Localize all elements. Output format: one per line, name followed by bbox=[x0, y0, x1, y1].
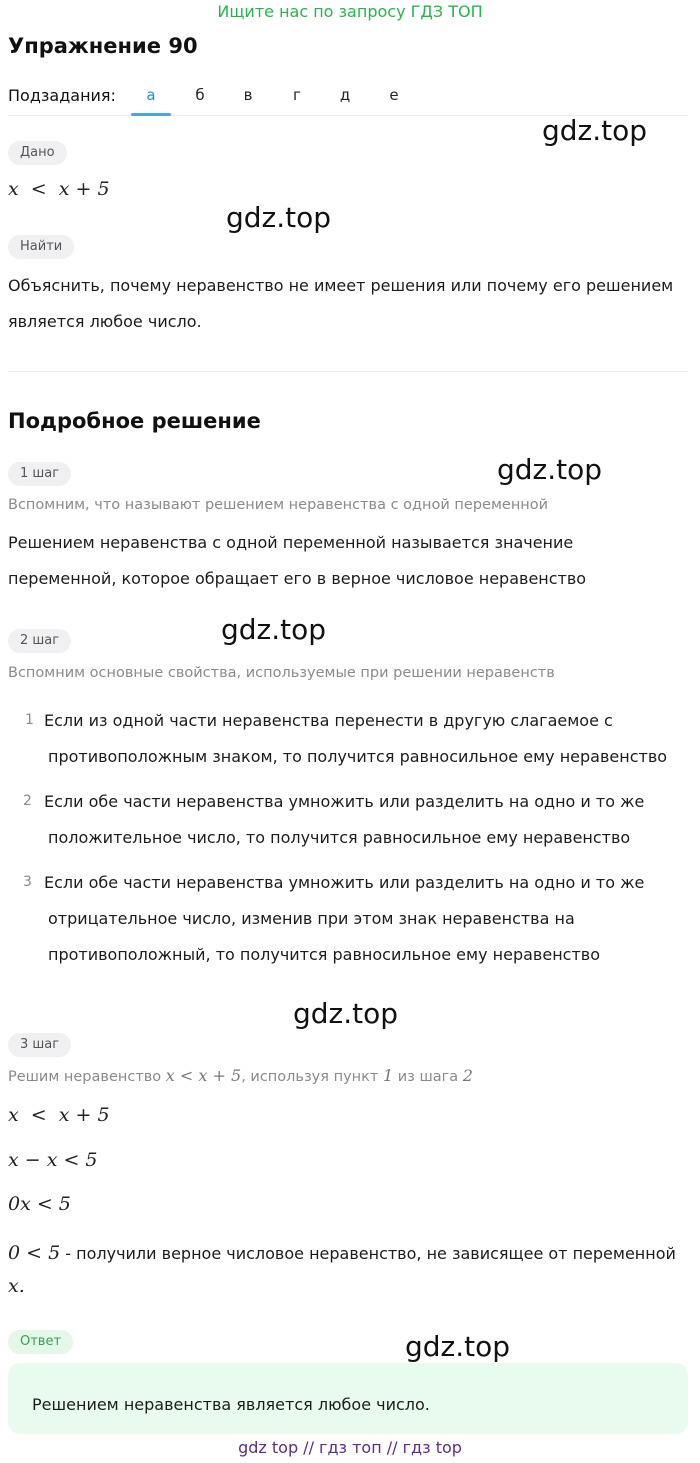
watermark: gdz.top bbox=[221, 613, 327, 646]
list-number: 3 bbox=[23, 874, 32, 890]
watermark: gdz.top bbox=[293, 997, 399, 1030]
active-tab-indicator bbox=[131, 113, 171, 116]
step2-badge: 2 шаг bbox=[8, 629, 71, 653]
find-text-line1: Объяснить, почему неравенство не имеет решения или почему его решением bbox=[8, 276, 674, 295]
tab-v[interactable]: в bbox=[243, 86, 253, 104]
step3-hint-step: 2 bbox=[462, 1066, 473, 1085]
step1-text-line2: переменной, которое обращает его в верное числовое неравенство bbox=[8, 569, 587, 588]
property-1-line1: Если из одной части неравенства перенести в другую слагаемое с bbox=[44, 711, 613, 730]
find-badge: Найти bbox=[8, 235, 74, 259]
exercise-title: Упражнение 90 bbox=[8, 34, 198, 58]
equation-3: 0x < 5 bbox=[8, 1193, 71, 1215]
answer-badge: Ответ bbox=[8, 1330, 73, 1354]
tab-a[interactable]: а bbox=[146, 86, 156, 104]
step3-hint-b: , используя пункт bbox=[241, 1069, 379, 1085]
find-text-line2: является любое число. bbox=[8, 312, 202, 331]
equation-4: 0 < 5 bbox=[8, 1242, 61, 1264]
watermark: gdz.top bbox=[542, 114, 648, 147]
given-expression: x < x + 5 bbox=[8, 178, 110, 200]
property-1-line2: противоположным знаком, то получится равносильное ему неравенство bbox=[48, 747, 668, 766]
equation-4-text: - получили верное числовое неравенство, не зависящее от переменной bbox=[60, 1244, 676, 1263]
equation-1: x < x + 5 bbox=[8, 1104, 110, 1126]
subtasks-label: Подзадания: bbox=[8, 86, 116, 105]
property-3-line2: отрицательное число, изменив при этом знак неравенства на bbox=[48, 909, 575, 928]
property-3-line1: Если обе части неравенства умножить или разделить на одно и то же bbox=[44, 873, 645, 892]
step1-badge: 1 шаг bbox=[8, 462, 71, 486]
step1-text-line1: Решением неравенства с одной переменной называется значение bbox=[8, 533, 574, 552]
property-2-line2: положительное число, то получится равносильное ему неравенство bbox=[48, 828, 631, 847]
tab-d[interactable]: д bbox=[339, 86, 351, 104]
watermark: gdz.top bbox=[497, 453, 603, 486]
watermark: gdz.top bbox=[226, 201, 332, 234]
list-number: 2 bbox=[23, 793, 32, 809]
promo-banner: Ищите нас по запросу ГДЗ ТОП bbox=[217, 2, 483, 21]
solution-title: Подробное решение bbox=[8, 409, 261, 433]
tab-g[interactable]: г bbox=[293, 86, 301, 104]
property-2-line1: Если обе части неравенства умножить или разделить на одно и то же bbox=[44, 792, 645, 811]
step1-hint: Вспомним, что называют решением неравенства с одной переменной bbox=[8, 497, 549, 513]
list-number: 1 bbox=[25, 712, 34, 728]
given-badge: Дано bbox=[8, 141, 67, 165]
answer-text: Решением неравенства является любое число. bbox=[32, 1395, 430, 1414]
tab-e[interactable]: е bbox=[389, 86, 399, 104]
equation-2: x − x < 5 bbox=[8, 1149, 98, 1171]
footer: gdz top // гдз топ // гдз top bbox=[238, 1438, 462, 1457]
tab-b[interactable]: б bbox=[195, 86, 205, 104]
property-3-line3: противоположный, то получится равносильное ему неравенство bbox=[48, 945, 600, 964]
watermark: gdz.top bbox=[405, 1330, 511, 1363]
equation-4-variable: x. bbox=[8, 1275, 25, 1297]
step3-hint-number: 1 bbox=[382, 1066, 394, 1085]
step2-hint: Вспомним основные свойства, используемые при решении неравенств bbox=[8, 665, 555, 681]
equation-4-row bbox=[8, 1236, 676, 1272]
step3-hint-expression: x < x + 5 bbox=[165, 1066, 242, 1085]
step3-badge: 3 шаг bbox=[8, 1033, 71, 1057]
step3-hint-c: из шага bbox=[397, 1069, 459, 1085]
step3-hint bbox=[8, 1066, 473, 1085]
step3-hint-a: Решим неравенство bbox=[8, 1069, 162, 1085]
section-divider bbox=[8, 371, 688, 372]
